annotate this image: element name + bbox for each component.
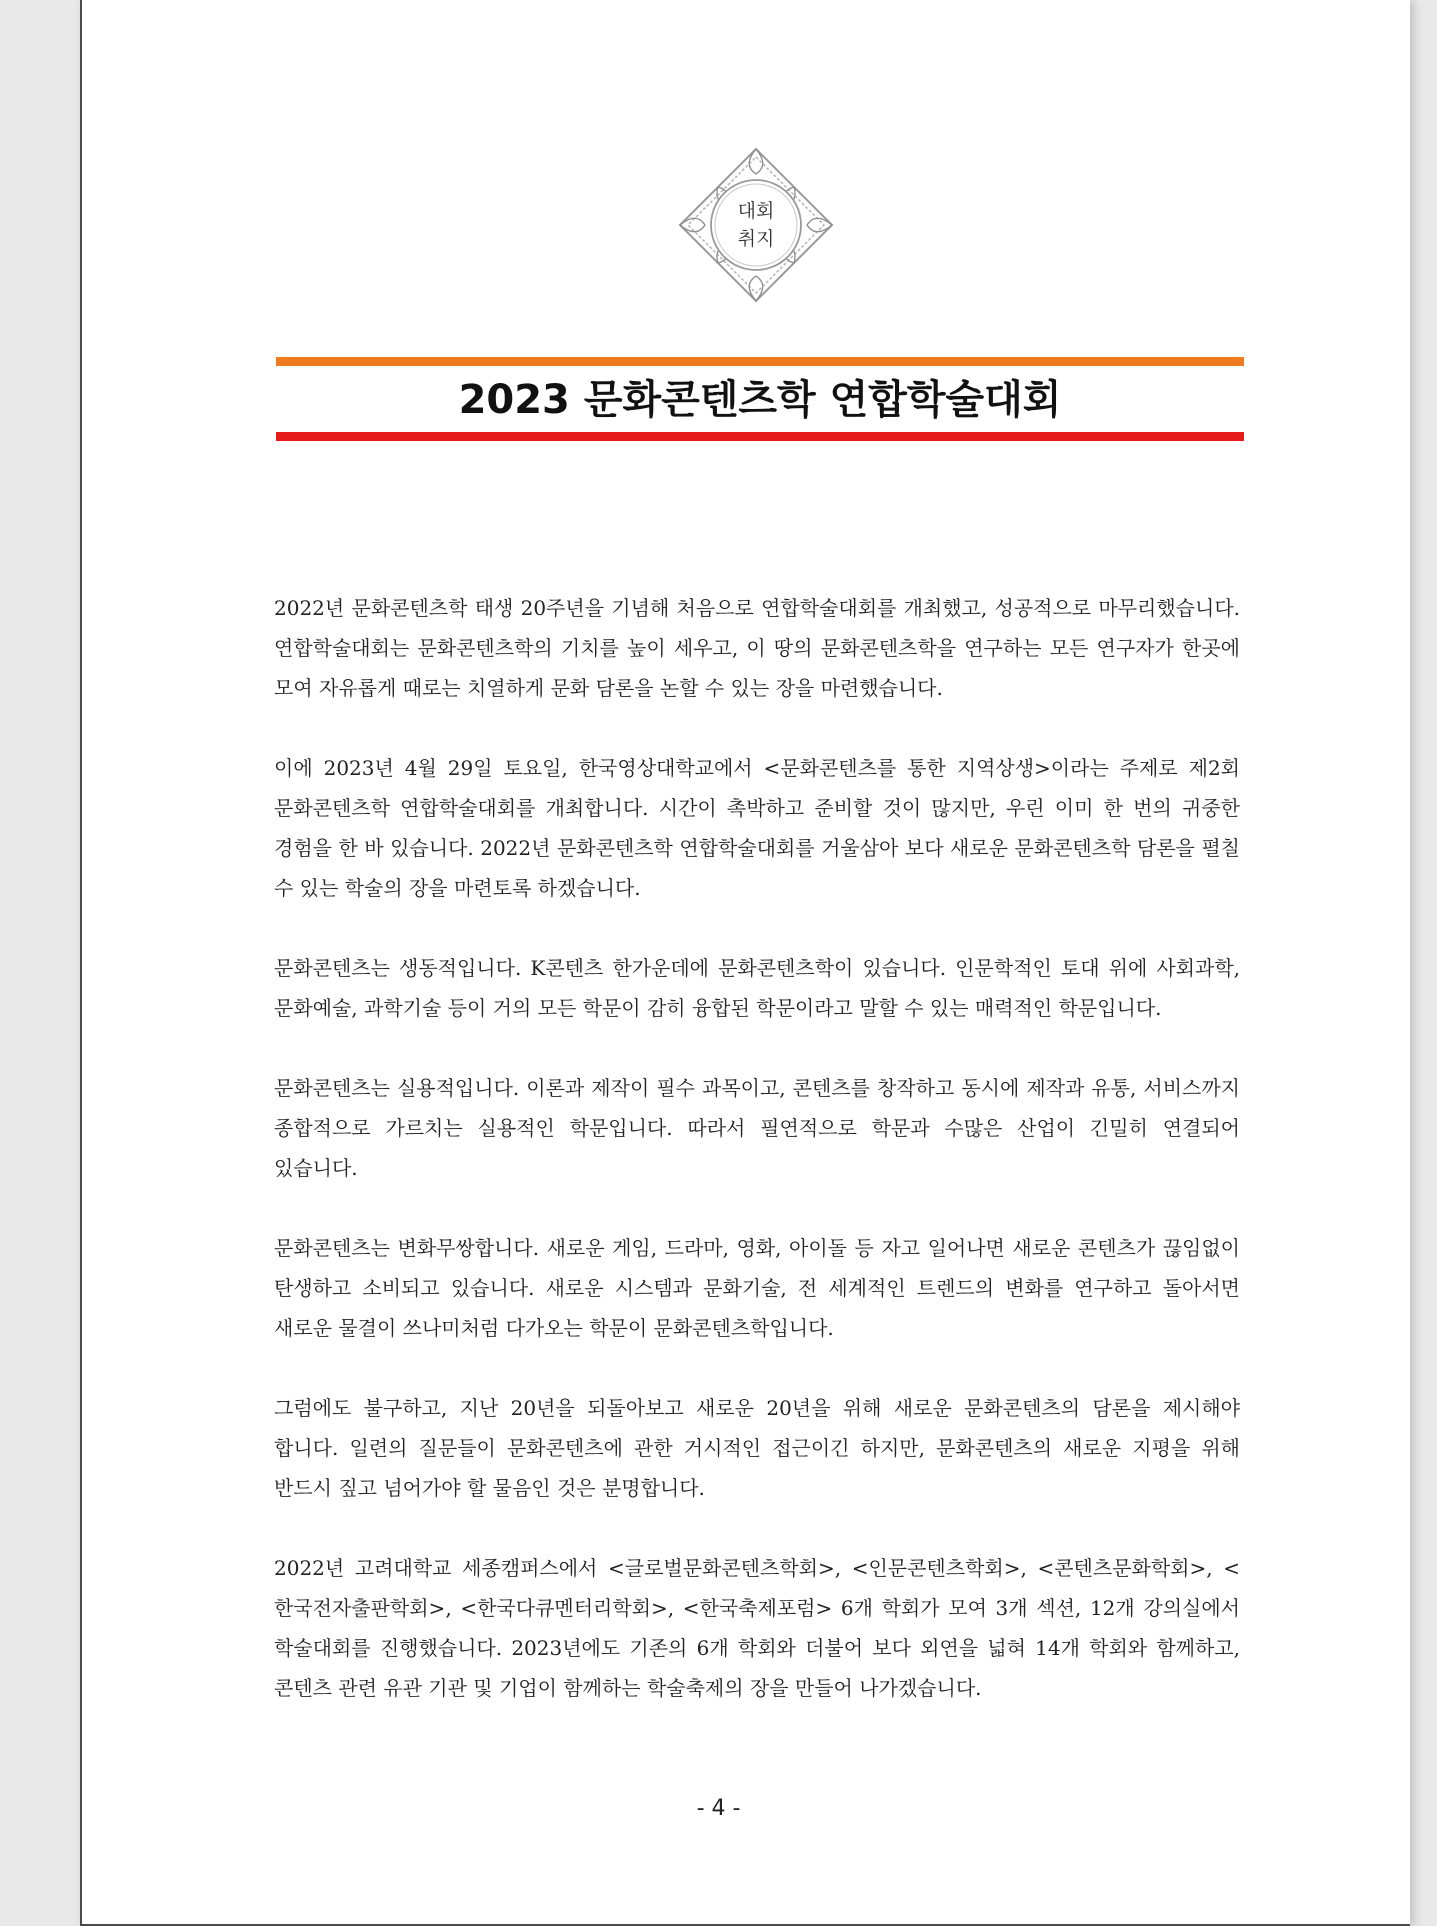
emblem-line-2: 취지: [737, 228, 775, 250]
body-text: [274, 588, 1240, 1748]
paragraph: 문화콘텐츠는 실용적입니다. 이론과 제작이 필수 과목이고, 콘텐츠를 창작하고 동시에 제작과 유통, 서비스까지 종합적으로 가르치는 실용적인 학문입니다. 따라서 필연적으로 학문과 수많은 산업이 긴밀히 연결되어 있습니다.: [274, 1076, 1240, 1180]
emblem-label: [677, 146, 835, 304]
page-number: - 4 -: [696, 1796, 741, 1821]
paragraph: 이에 2023년 4월 29일 토요일, 한국영상대학교에서 <문화콘텐츠를 통한 지역상생>이라는 주제로 제2회 문화콘텐츠학 연합학술대회를 개최합니다. 시간이 촉박하고 준비할 것이 많지만, 우린 이미 한 번의 귀중한 경험을 한 바 있습니다. 2022년 문화콘텐츠학 연합학술대회를 거울삼아 보다 새로운 문화콘텐츠학 담론을 펼칠 수 있는 학술의 장을 마련토록 하겠습니다.: [274, 756, 1240, 900]
paragraph: 2022년 문화콘텐츠학 태생 20주년을 기념해 처음으로 연합학술대회를 개최했고, 성공적으로 마무리했습니다. 연합학술대회는 문화콘텐츠학의 기치를 높이 세우고, 이 땅의 문화콘텐츠학을 연구하는 모든 연구자가 한곳에 모여 자유롭게 때로는 치열하게 문화 담론을 논할 수 있는 장을 마련했습니다.: [274, 596, 1240, 700]
title-bottom-rule: [276, 432, 1244, 441]
emblem-line-1: 대회: [737, 200, 775, 222]
paragraph: 문화콘텐츠는 생동적입니다. K콘텐츠 한가운데에 문화콘텐츠학이 있습니다. 인문학적인 토대 위에 사회과학, 문화예술, 과학기술 등이 거의 모든 학문이 감히 융합된 학문이라고 말할 수 있는 매력적인 학문입니다.: [274, 956, 1240, 1020]
paragraph: 그럼에도 불구하고, 지난 20년을 되돌아보고 새로운 20년을 위해 새로운 문화콘텐츠의 담론을 제시해야 합니다. 일련의 질문들이 문화콘텐츠에 관한 거시적인 접근이긴 하지만, 문화콘텐츠의 새로운 지평을 위해 반드시 짚고 넘어가야 할 물음인 것은 분명합니다.: [274, 1396, 1240, 1500]
page-title: 2023 문화콘텐츠학 연합학술대회: [458, 377, 1062, 423]
title-top-rule: [276, 357, 1244, 366]
paragraph: 문화콘텐츠는 변화무쌍합니다. 새로운 게임, 드라마, 영화, 아이돌 등 자고 일어나면 새로운 콘텐츠가 끊임없이 탄생하고 소비되고 있습니다. 새로운 시스템과 문화기술, 전 세계적인 트렌드의 변화를 연구하고 돌아서면 새로운 물결이 쓰나미처럼 다가오는 학문이 문화콘텐츠학입니다.: [274, 1236, 1240, 1340]
title-banner: [276, 357, 1244, 441]
section-emblem: [677, 146, 835, 304]
paragraph: 2022년 고려대학교 세종캠퍼스에서 <글로벌문화콘텐츠학회>, <인문콘텐츠학회>, <콘텐츠문화학회>, <한국전자출판학회>, <한국다큐멘터리학회>, <한국축제포럼> 6개 학회가 모여 3개 섹션, 12개 강의실에서 학술대회를 진행했습니다. 2023년에도 기존의 6개 학회와 더불어 보다 외연을 넓혀 14개 학회와 함께하고, 콘텐츠 관련 유관 기관 및 기업이 함께하는 학술축제의 장을 만들어 나가겠습니다.: [274, 1556, 1240, 1700]
